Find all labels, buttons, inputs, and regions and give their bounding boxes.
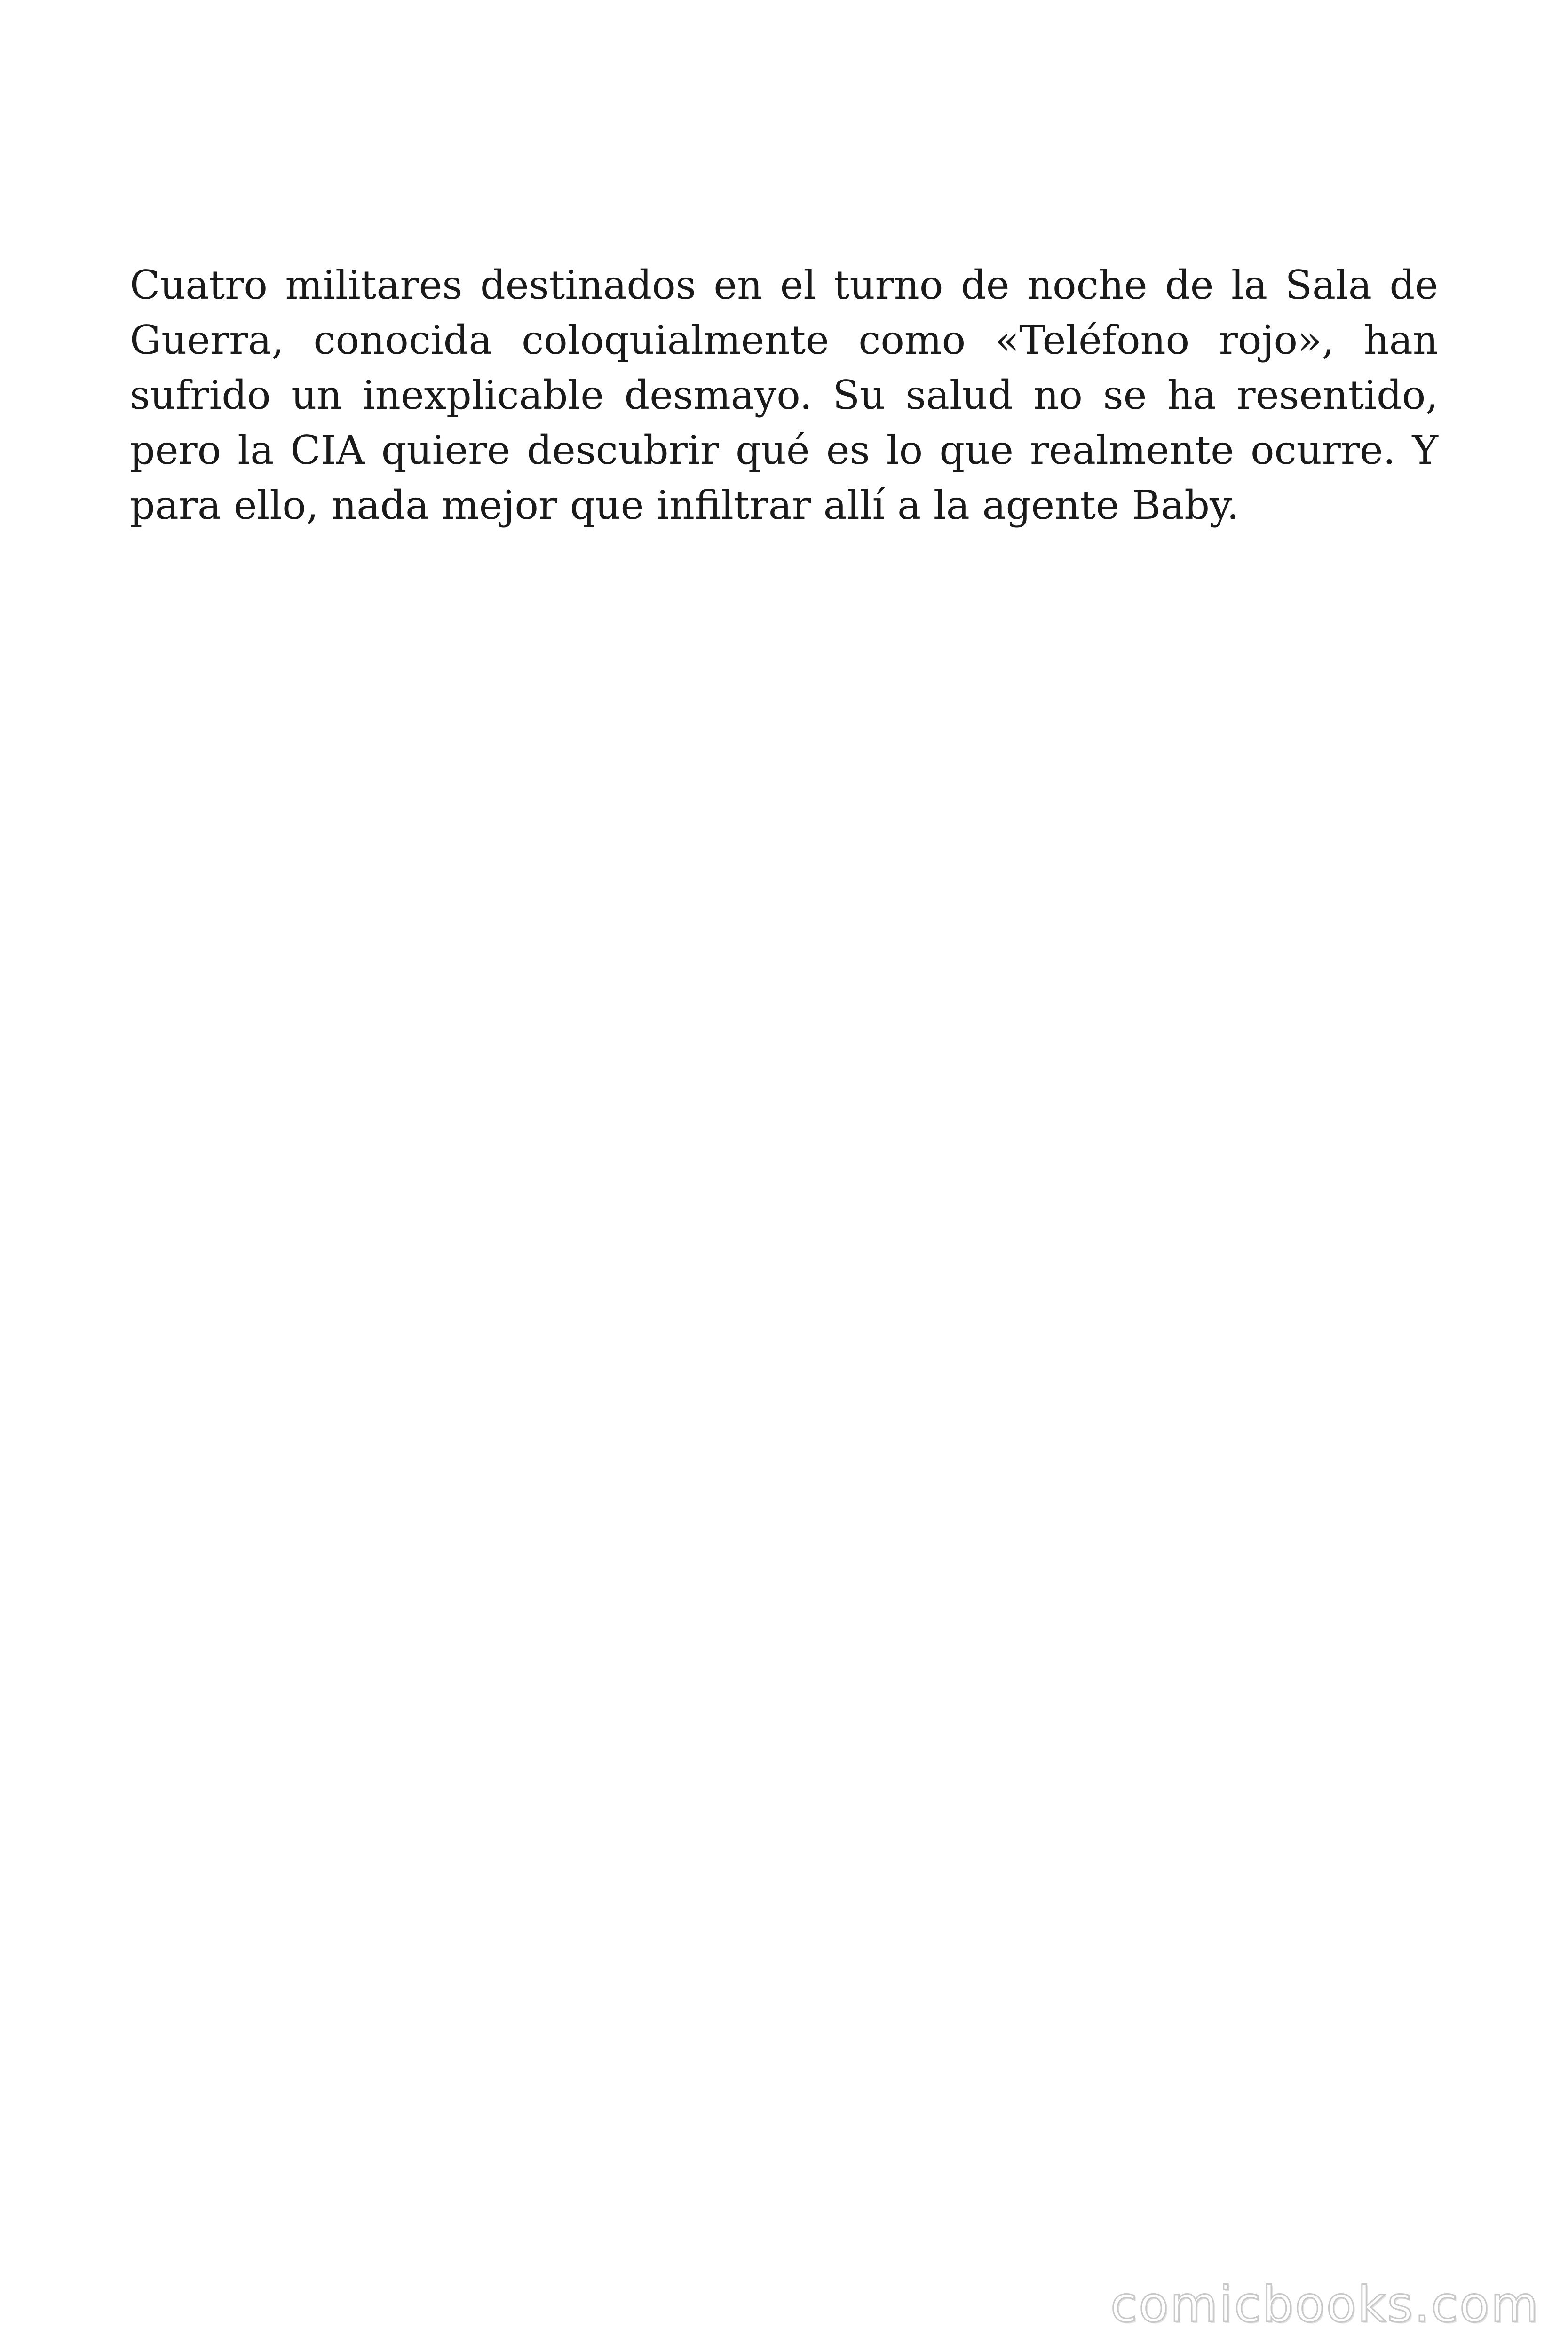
synopsis-paragraph: Cuatro militares destinados en el turno de noche de la Sala de Guerra, conocida coloquialmente como «Teléfono rojo», han sufrido un inexplicable desmayo. Su salud no se ha resentido, pero la CIA quiere descubrir qué es lo que realmente ocurre. Y para ello, nada mejor que infiltrar allí a la agente Baby.: [130, 262, 1438, 528]
watermark: comicbooks.com: [1110, 2276, 1540, 2333]
